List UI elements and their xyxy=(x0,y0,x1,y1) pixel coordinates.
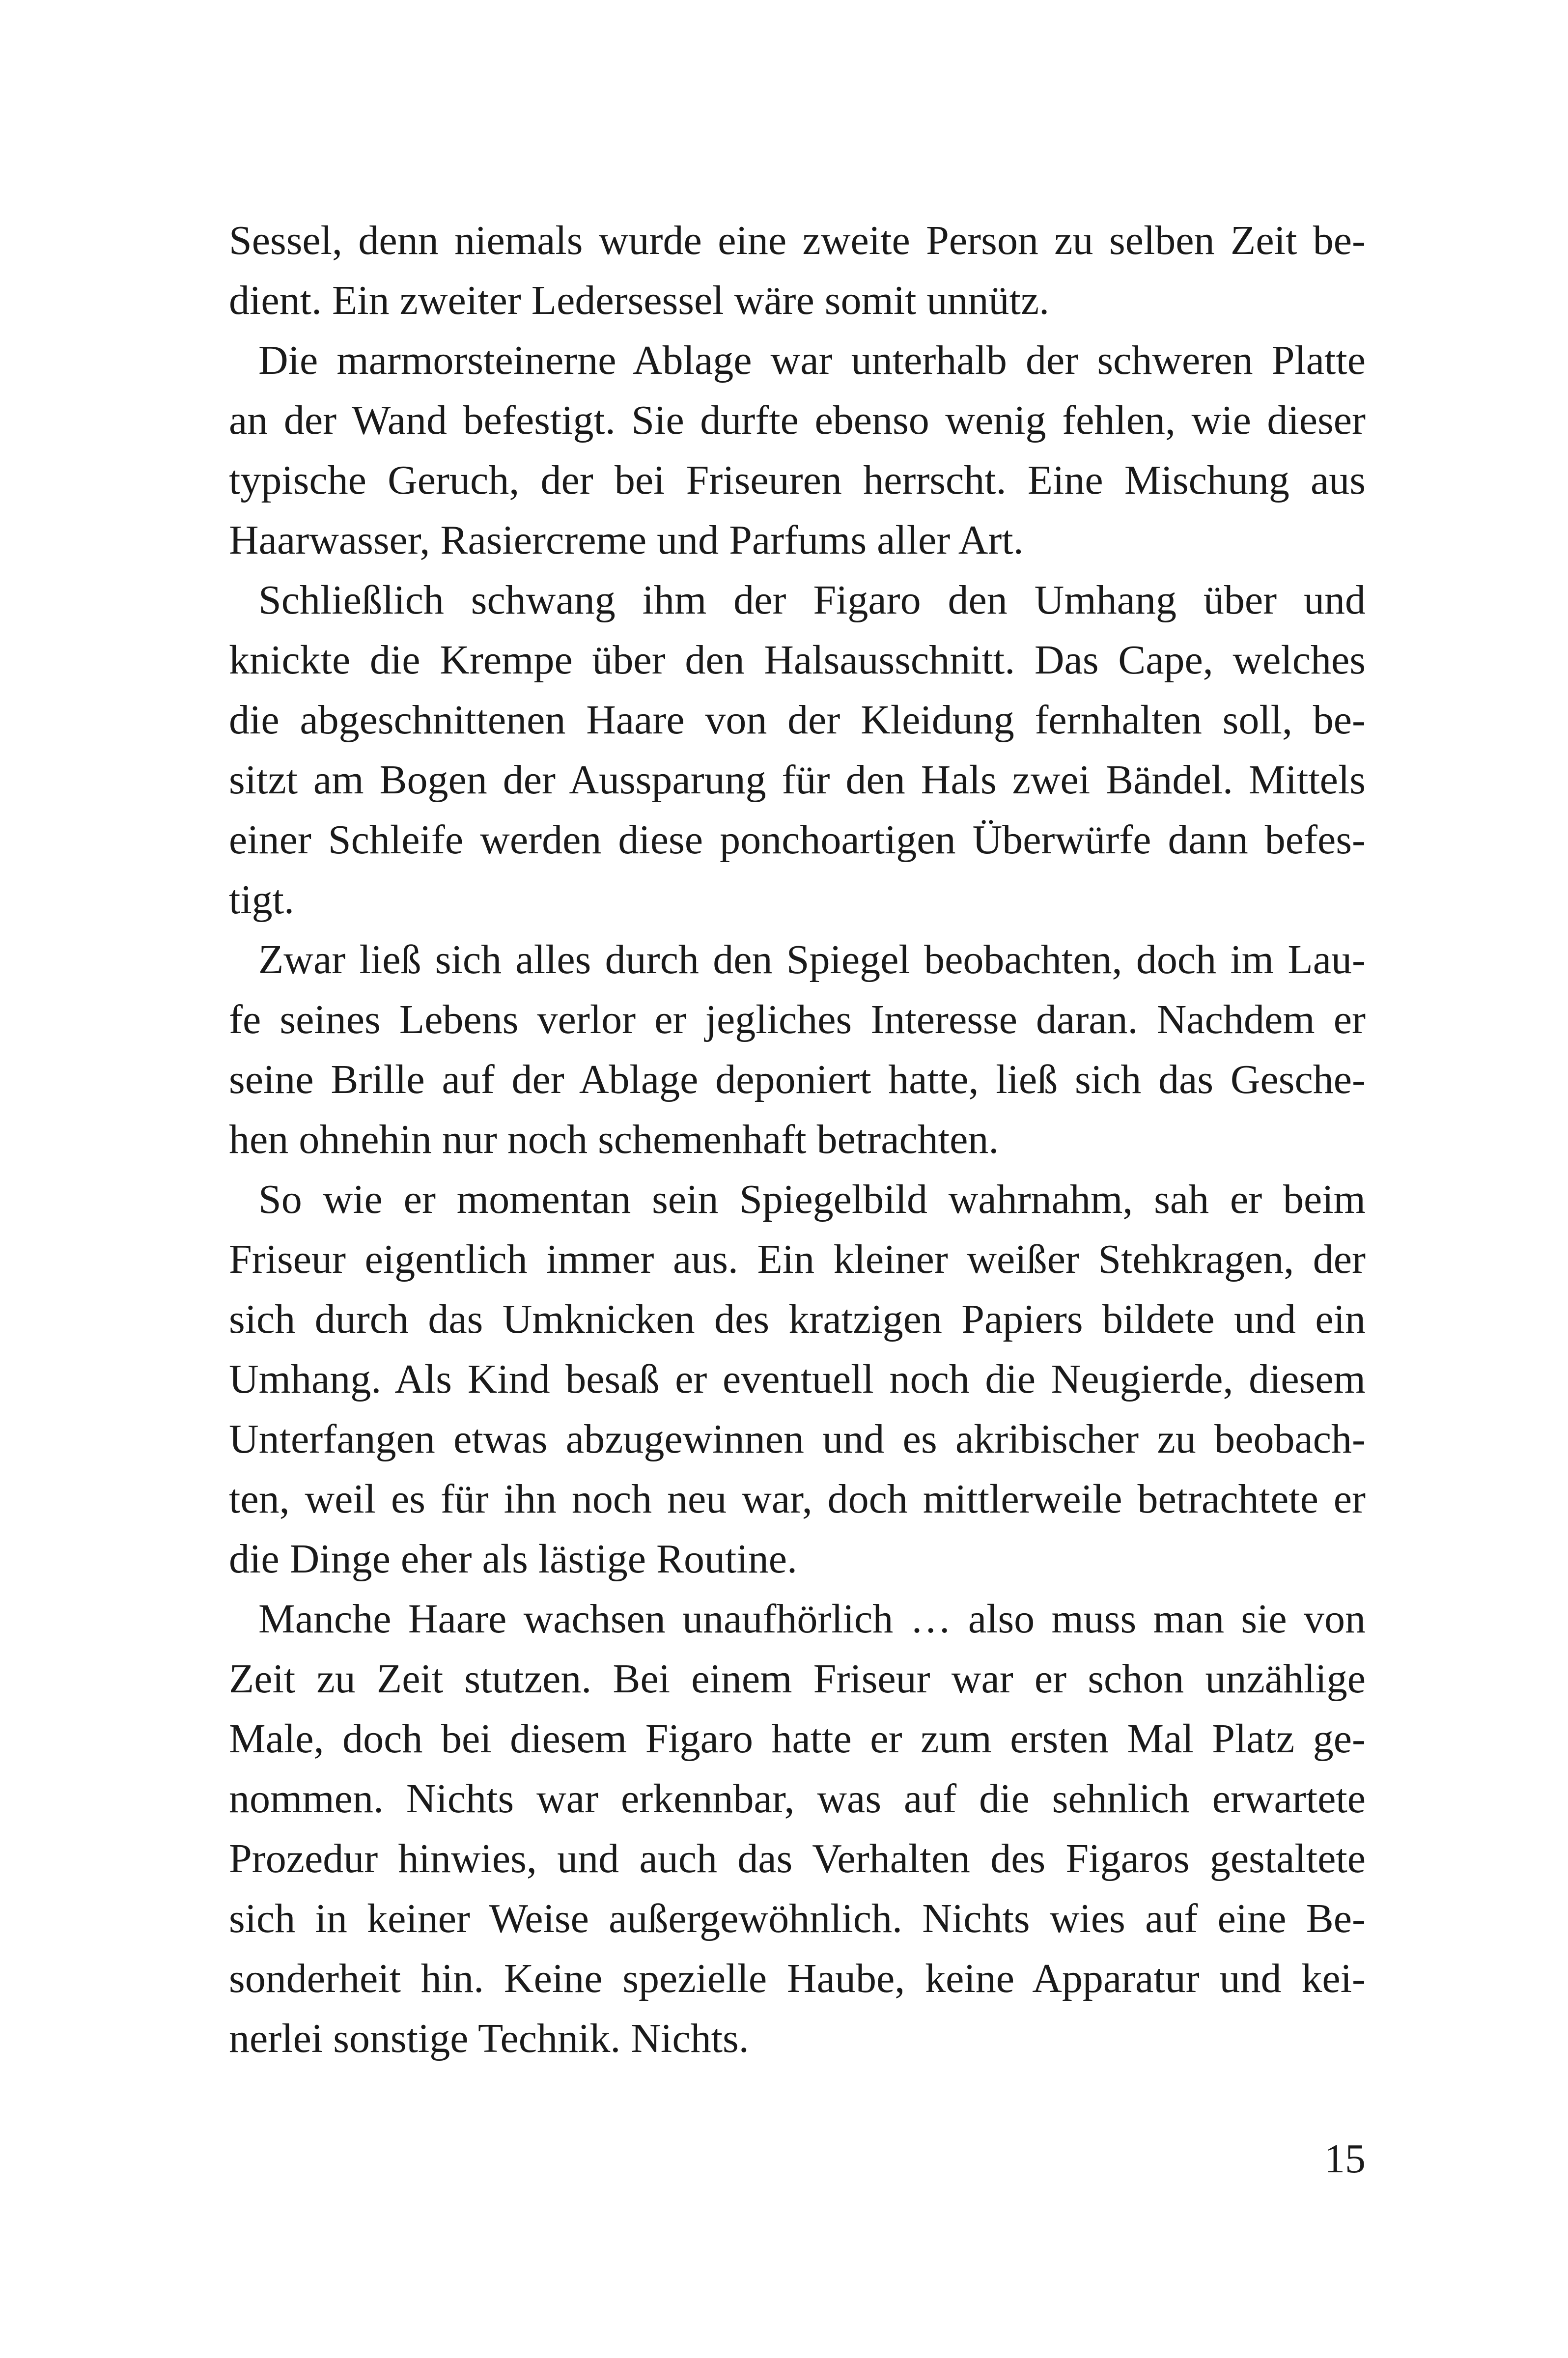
text-line: Die marmorsteinerne Ablage war unterhalb der schweren Platte xyxy=(258,337,1366,383)
text-line: dient. Ein zweiter Ledersessel wäre somit unnütz. xyxy=(229,278,1050,323)
text-line: die abgeschnittenen Haare von der Kleidung fernhalten soll, be- xyxy=(229,697,1366,743)
text-line: Zwar ließ sich alles durch den Spiegel beobachten, doch im Lau- xyxy=(258,937,1366,982)
text-line: die Dinge eher als lästige Routine. xyxy=(229,1536,798,1582)
text-line: Manche Haare wachsen unaufhörlich … also muss man sie von xyxy=(258,1596,1366,1642)
text-line: Unterfangen etwas abzugewinnen und es akribischer zu beobach- xyxy=(229,1416,1366,1462)
text-line: sich durch das Umknicken des kratzigen Papiers bildete und ein xyxy=(229,1296,1366,1342)
text-line: typische Geruch, der bei Friseuren herrscht. Eine Mischung aus xyxy=(229,457,1366,503)
text-line: sonderheit hin. Keine spezielle Haube, keine Apparatur und kei- xyxy=(229,1956,1366,2001)
text-line: So wie er momentan sein Spiegelbild wahrnahm, sah er beim xyxy=(258,1177,1366,1222)
text-line: Sessel, denn niemals wurde eine zweite Person zu selben Zeit be- xyxy=(229,218,1366,263)
text-line: Zeit zu Zeit stutzen. Bei einem Friseur war er schon unzählige xyxy=(229,1656,1366,1702)
page-number: 15 xyxy=(1324,2136,1366,2182)
text-line: Schließlich schwang ihm der Figaro den Umhang über und xyxy=(258,577,1366,623)
text-line: Male, doch bei diesem Figaro hatte er zum ersten Mal Platz ge- xyxy=(229,1716,1366,1762)
text-line: seine Brille auf der Ablage deponiert hatte, ließ sich das Gesche- xyxy=(229,1057,1366,1102)
text-line: nerlei sonstige Technik. Nichts. xyxy=(229,2016,749,2061)
text-line: fe seines Lebens verlor er jegliches Interesse daran. Nachdem er xyxy=(229,997,1366,1042)
text-line: einer Schleife werden diese ponchoartigen Überwürfe dann befes- xyxy=(229,817,1366,863)
text-line: an der Wand befestigt. Sie durfte ebenso wenig fehlen, wie dieser xyxy=(229,397,1366,443)
text-line: tigt. xyxy=(229,877,295,923)
text-line: Umhang. Als Kind besaß er eventuell noch die Neugierde, diesem xyxy=(229,1356,1366,1402)
text-line: sich in keiner Weise außergewöhnlich. Nichts wies auf eine Be- xyxy=(229,1896,1366,1941)
text-line: sitzt am Bogen der Aussparung für den Hals zwei Bändel. Mittels xyxy=(229,757,1366,803)
text-line: ten, weil es für ihn noch neu war, doch mittlerweile betrachtete er xyxy=(229,1476,1366,1522)
text-line: knickte die Krempe über den Halsausschnitt. Das Cape, welches xyxy=(229,637,1366,683)
text-line: nommen. Nichts war erkennbar, was auf die sehnlich erwartete xyxy=(229,1776,1366,1822)
text-line: Friseur eigentlich immer aus. Ein kleiner weißer Stehkragen, der xyxy=(229,1236,1366,1282)
text-line: Prozedur hinwies, und auch das Verhalten des Figaros gestaltete xyxy=(229,1836,1366,1881)
text-line: Haarwasser, Rasiercreme und Parfums aller Art. xyxy=(229,517,1024,563)
text-line: hen ohnehin nur noch schemenhaft betrachten. xyxy=(229,1117,999,1162)
